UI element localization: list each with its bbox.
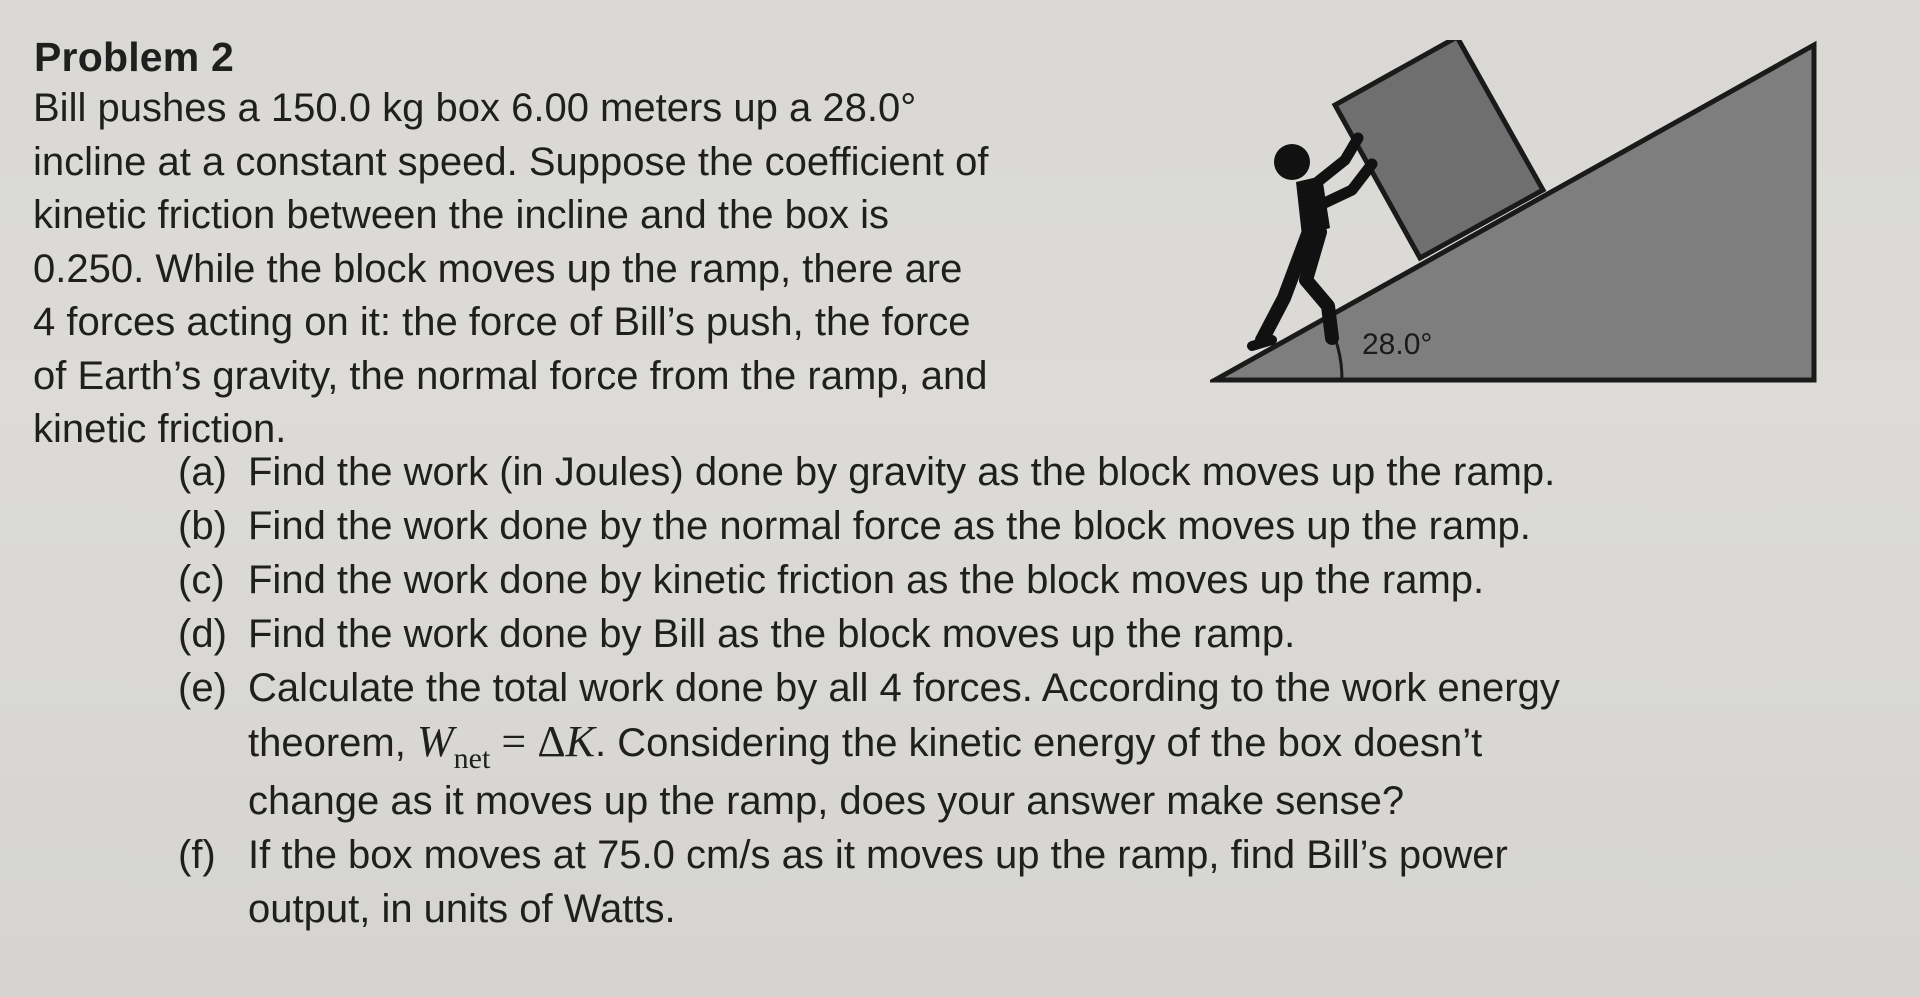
statement-line: Bill pushes a 150.0 kg box 6.00 meters up a 28.0° xyxy=(33,86,917,130)
statement-line: of Earth’s gravity, the normal force from the ramp, and xyxy=(33,353,988,398)
question-c xyxy=(178,553,1878,607)
statement-line: kinetic friction. xyxy=(33,407,287,451)
math-sub-net: net xyxy=(453,742,491,775)
question-tag: (f) xyxy=(178,833,216,877)
math-k: K xyxy=(565,717,596,766)
statement-line: incline at a constant speed. Suppose the coefficient of xyxy=(33,139,989,184)
person-foot-back xyxy=(1252,340,1272,346)
person-head xyxy=(1274,144,1310,180)
question-d xyxy=(178,607,1878,661)
question-f xyxy=(178,828,1878,936)
question-text-equation xyxy=(248,715,1878,774)
question-text: Calculate the total work done by all 4 forces. According to the work energy xyxy=(248,666,1560,710)
question-text: change as it moves up the ramp, does your answer make sense? xyxy=(248,779,1405,823)
equation-tail: . Considering the kinetic energy of the box doesn’t xyxy=(595,721,1483,765)
statement-line: 4 forces acting on it: the force of Bill’s push, the force xyxy=(33,300,971,344)
math-w: W xyxy=(416,717,454,766)
question-text: output, in units of Watts. xyxy=(248,887,676,931)
problem-title: Problem 2 xyxy=(34,34,235,80)
question-text: If the box moves at 75.0 cm/s as it moves up the ramp, find Bill’s power xyxy=(248,833,1508,877)
question-list xyxy=(178,445,1878,936)
question-tag: (d) xyxy=(178,612,227,656)
math-equals: = xyxy=(501,717,527,766)
question-tag: (e) xyxy=(178,666,227,710)
question-text: Find the work done by the normal force as the block moves up the ramp. xyxy=(248,504,1531,548)
question-text: Find the work (in Joules) done by gravity as the block moves up the ramp. xyxy=(248,450,1556,494)
question-text: Find the work done by Bill as the block moves up the ramp. xyxy=(248,612,1296,656)
question-tag: (b) xyxy=(178,504,227,548)
question-e xyxy=(178,661,1878,828)
angle-label: 28.0° xyxy=(1362,328,1433,361)
incline-diagram xyxy=(1210,40,1830,400)
person-arm-upper xyxy=(1310,138,1358,188)
person-leg-back xyxy=(1262,234,1308,340)
question-text: Find the work done by kinetic friction as the block moves up the ramp. xyxy=(248,558,1485,602)
statement-line: kinetic friction between the incline and the box is xyxy=(33,193,890,237)
question-b xyxy=(178,499,1878,553)
question-tag: (a) xyxy=(178,450,227,494)
math-delta: Δ xyxy=(537,717,566,766)
statement-line: 0.250. While the block moves up the ramp, there are xyxy=(33,246,963,291)
problem-statement xyxy=(33,82,1133,457)
equation-lead: theorem, xyxy=(248,721,406,765)
question-a xyxy=(178,445,1878,499)
question-tag: (c) xyxy=(178,558,225,602)
